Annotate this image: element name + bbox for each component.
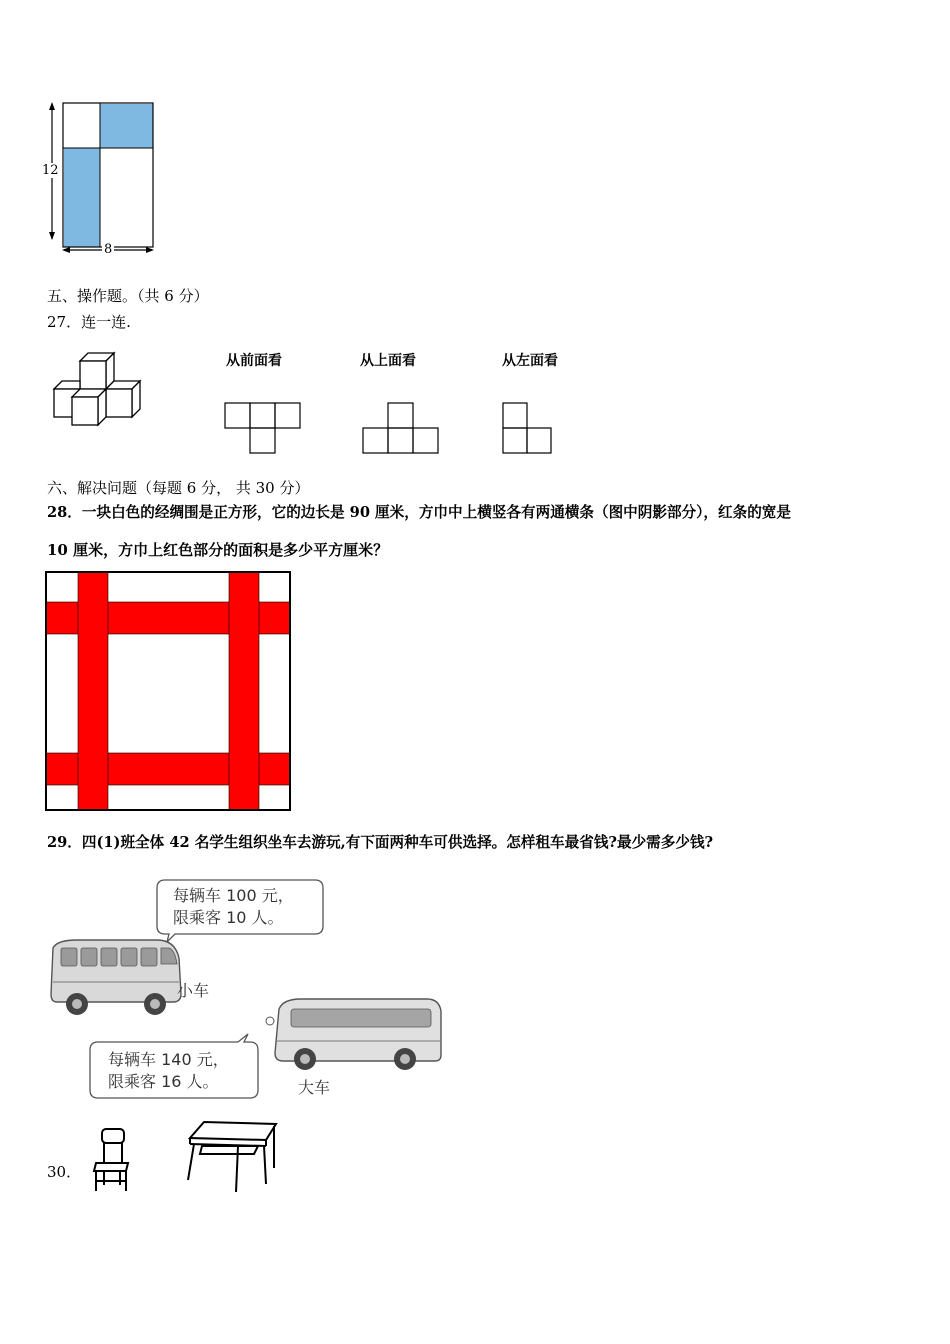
- width-label: 8: [104, 242, 113, 257]
- small-bus-label: 小车: [177, 981, 210, 1000]
- height-arrow-head-top: [49, 102, 55, 110]
- small-bus-capacity: 限乘客 10 人。: [173, 908, 284, 927]
- view-front-label: 从前面看: [226, 353, 282, 369]
- chair-image: [92, 1127, 132, 1195]
- section6-heading: 六、解决问题（每题 6 分， 共 30 分）: [47, 479, 310, 497]
- q30-number: 30．: [47, 1163, 82, 1181]
- view-left-label: 从左面看: [502, 353, 558, 369]
- small-bus-image: [47, 938, 187, 1022]
- front-view-shape: [225, 403, 305, 459]
- top-view-shape: [363, 403, 443, 459]
- shaded-top-right: [100, 104, 153, 148]
- desk-image: [186, 1120, 280, 1196]
- vertical-stripe-left: [78, 572, 108, 810]
- q28-line2: 10 厘米，方巾上红色部分的面积是多少平方厘米？: [47, 541, 389, 559]
- red-stripe-square: [45, 571, 291, 811]
- vertical-stripe-right: [229, 572, 259, 810]
- big-bus-capacity: 限乘客 16 人。: [108, 1072, 219, 1091]
- big-bus-image: [265, 995, 445, 1075]
- q29-text: 29．四(1)班全体 42 名学生组织坐车去游玩,有下面两种车可供选择。怎样租车最省钱?最少需多少钱?: [47, 834, 714, 851]
- section5-heading: 五、操作题。（共 6 分）: [47, 287, 209, 305]
- q28-line1: 28．一块白色的经绸围是正方形，它的边长是 90 厘米，方巾中上横竖各有两通横条（图中阴影部分），红条的宽是: [47, 504, 791, 521]
- rect-figure: [40, 95, 170, 265]
- view-top-label: 从上面看: [360, 353, 416, 369]
- height-label: 12: [42, 163, 59, 178]
- q27-number: 27．连一连.: [47, 313, 131, 331]
- height-arrow-head-bottom: [49, 232, 55, 240]
- shaded-left-strip: [64, 148, 100, 247]
- width-arrow-head-left: [62, 247, 70, 253]
- small-bus-price: 每辆车 100 元，: [173, 886, 294, 905]
- big-bus-label: 大车: [298, 1078, 331, 1097]
- cube-stack-figure: [50, 345, 160, 435]
- left-view-shape: [503, 403, 563, 459]
- width-arrow-head-right: [146, 247, 154, 253]
- rect-figure-svg: [40, 95, 170, 265]
- big-bus-price: 每辆车 140 元，: [108, 1050, 229, 1069]
